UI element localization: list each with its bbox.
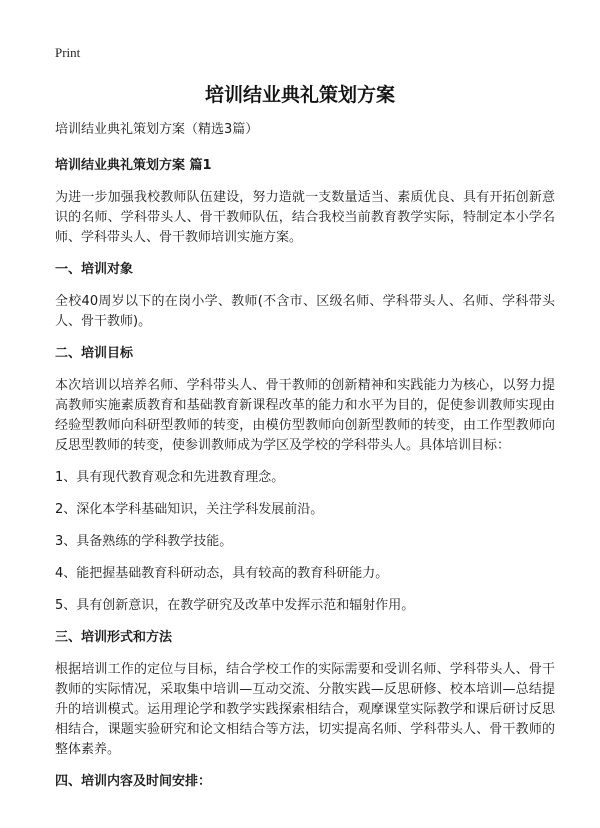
document-body xyxy=(55,120,555,804)
goal-item: 2、深化本学科基础知识，关注学科发展前沿。 xyxy=(55,502,324,517)
paragraph-training-goals: 本次培训以培养名师、学科带头人、骨干教师的创新精神和实践能力为核心，以努力提高教师实施素质教育和基础教育新课程改革的能力和水平为目的，促使参训教师实现由经验型教师向科研型教师的转变，由模仿型教师向创新型教师的转变，由工作型教师向反思型教师的转变，使参训教师成为学区及学校的学科带头人。具体培训目标： xyxy=(55,378,555,453)
heading-training-content: 四、培训内容及时间安排： xyxy=(55,774,212,789)
page-title: 培训结业典礼策划方案 xyxy=(204,84,395,106)
heading-training-goals: 二、培训目标 xyxy=(55,346,134,361)
intro-paragraph: 为进一步加强我校教师队伍建设，努力造就一支数量适当、素质优良、具有开拓创新意识的名师、学科带头人、骨干教师队伍，结合我校当前教育教学实际，特制定本小学名师、学科带头人、骨干教师培训实施方案。 xyxy=(55,190,555,245)
heading-training-methods: 三、培训形式和方法 xyxy=(55,630,173,645)
document-subtitle: 培训结业典礼策划方案（精选3篇） xyxy=(55,122,259,137)
paragraph-training-targets: 全校40周岁以下的在岗小学、教师(不含市、区级名师、学科带头人、名师、学科带头人、骨干教师)。 xyxy=(55,294,555,329)
goal-item: 1、具有现代教育观念和先进教育理念。 xyxy=(55,470,285,485)
goal-item: 4、能把握基础教育科研动态，具有较高的教育科研能力。 xyxy=(55,566,389,581)
heading-training-targets: 一、培训对象 xyxy=(55,262,134,277)
section-title: 培训结业典礼策划方案 篇1 xyxy=(55,158,212,173)
goal-item: 3、具备熟练的学科教学技能。 xyxy=(55,534,233,549)
print-link[interactable]: Print xyxy=(55,45,81,60)
paragraph-training-methods: 根据培训工作的定位与目标，结合学校工作的实际需要和受训名师、学科带头人、骨干教师的实际情况，采取集中培训—互动交流、分散实践—反思研修、校本培训—总结提升的培训模式。运用理论学和教学实践探索相结合，观摩课堂实际教学和课后研讨反思相结合，课题实验研究和论文相结合等方法，切实提高名师、学科带头人、骨干教师的整体素养。 xyxy=(55,662,555,757)
goal-item: 5、具有创新意识，在教学研究及改革中发挥示范和辐射作用。 xyxy=(55,598,415,613)
